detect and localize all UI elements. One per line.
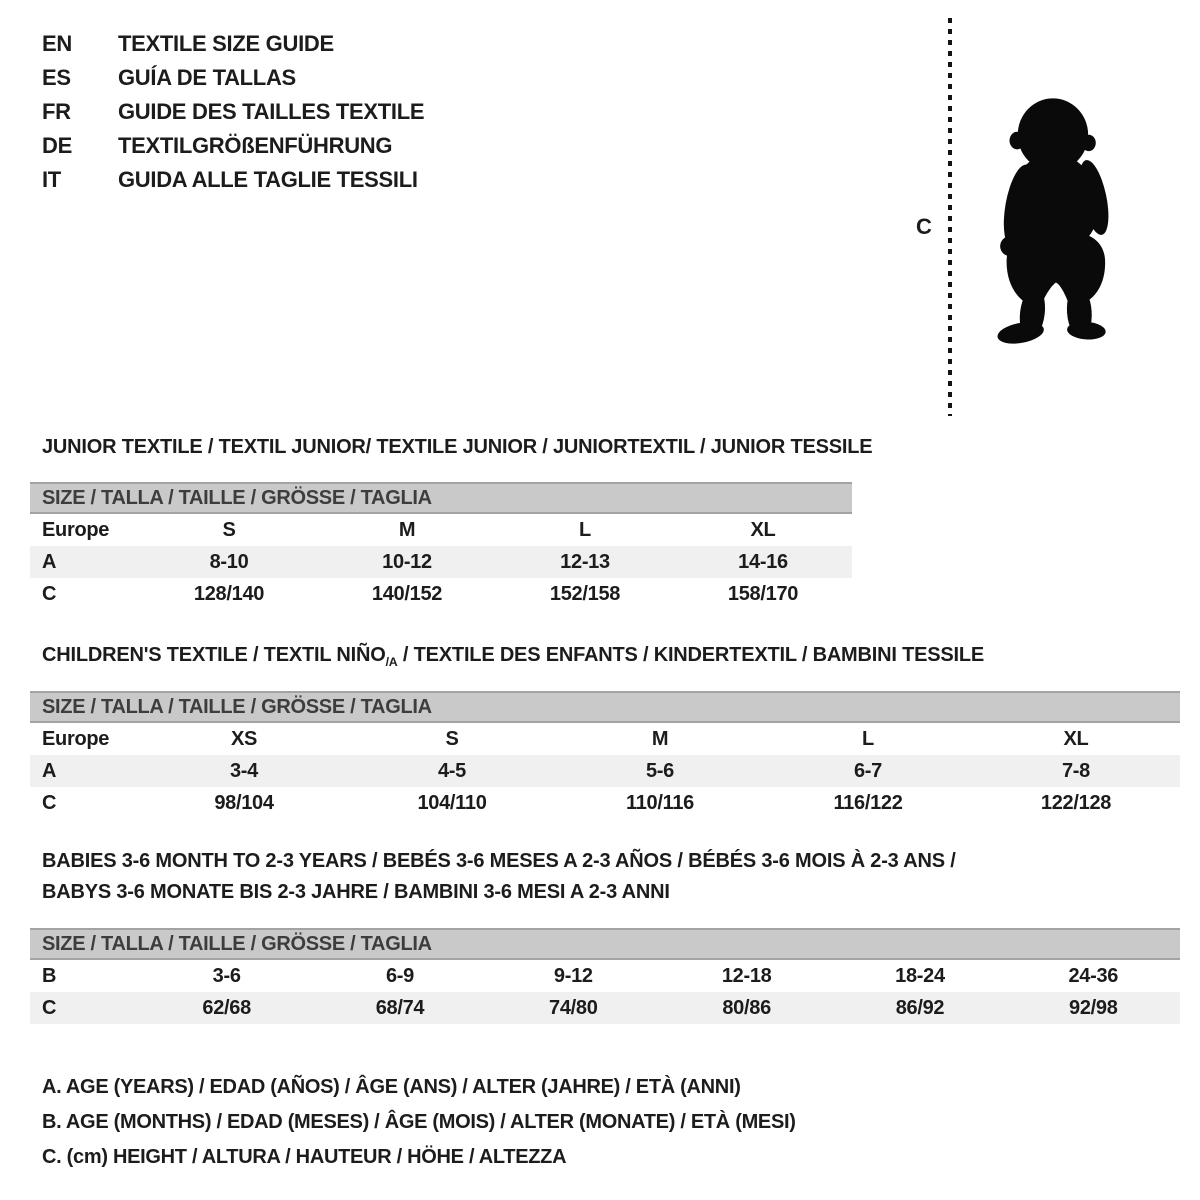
table-row-height — [30, 992, 1180, 1024]
size-cell: L — [579, 518, 591, 541]
months-cell: 6-9 — [385, 964, 414, 987]
height-cell: 68/74 — [375, 996, 425, 1019]
age-cell: 8-10 — [209, 550, 249, 573]
language-row-fr — [42, 95, 424, 129]
babies-title-line1: BABIES 3-6 MONTH TO 2-3 YEARS / BEBÉS 3-6 MESES A 2-3 AÑOS / BÉBÉS 3-6 MOIS À 2-3 ANS / — [42, 850, 956, 872]
size-header-bar: SIZE / TALLA / TAILLE / GRÖSSE / TAGLIA — [30, 928, 1180, 960]
junior-section-title: JUNIOR TEXTILE / TEXTIL JUNIOR/ TEXTILE JUNIOR / JUNIORTEXTIL / JUNIOR TESSILE — [42, 436, 873, 458]
height-cell: 122/128 — [1040, 791, 1112, 814]
height-cell: 140/152 — [371, 582, 443, 605]
language-row-de — [42, 129, 424, 163]
legend-line-c: C. (cm) HEIGHT / ALTURA / HAUTEUR / HÖHE / ALTEZZA — [42, 1146, 567, 1168]
language-row-en — [42, 27, 424, 61]
language-title: TEXTILGRÖßENFÜHRUNG — [118, 133, 393, 158]
row-label: C — [42, 996, 57, 1019]
row-label: C — [42, 582, 57, 605]
language-title: GUIDE DES TAILLES TEXTILE — [118, 99, 425, 124]
age-cell: 4-5 — [437, 759, 466, 782]
table-row-europe — [30, 514, 852, 546]
height-cell: 62/68 — [202, 996, 251, 1019]
size-cell: XS — [230, 727, 258, 750]
language-code: ES — [42, 65, 71, 90]
row-label: C — [42, 791, 57, 814]
age-cell: 6-7 — [853, 759, 882, 782]
language-title-list — [42, 27, 424, 197]
children-size-table — [30, 691, 1180, 819]
table-row-age — [30, 755, 1180, 787]
table-row-height — [30, 578, 852, 610]
children-section-title — [42, 644, 984, 669]
language-row-it — [42, 163, 424, 197]
legend-block — [42, 1070, 796, 1175]
size-cell: XL — [1063, 727, 1089, 750]
table-row-months — [30, 960, 1180, 992]
months-cell: 24-36 — [1068, 964, 1119, 987]
height-cell: 116/122 — [833, 791, 903, 814]
language-code: IT — [42, 167, 61, 192]
size-header-bar: SIZE / TALLA / TAILLE / GRÖSSE / TAGLIA — [30, 482, 852, 514]
age-cell: 7-8 — [1061, 759, 1090, 782]
toddler-silhouette-icon — [962, 16, 1138, 420]
age-cell: 14-16 — [738, 550, 788, 573]
row-label: B — [42, 964, 57, 987]
children-title-subscript: /A — [385, 655, 398, 669]
language-code: EN — [42, 31, 72, 56]
height-cell: 98/104 — [214, 791, 274, 814]
height-cell: 86/92 — [895, 996, 945, 1019]
months-cell: 12-18 — [721, 964, 772, 987]
height-cell: 158/170 — [727, 582, 799, 605]
age-cell: 5-6 — [645, 759, 674, 782]
row-label: A — [42, 550, 57, 573]
row-label: Europe — [42, 727, 110, 750]
size-cell: L — [862, 727, 874, 750]
height-cell: 128/140 — [193, 582, 265, 605]
junior-size-table — [30, 482, 852, 610]
children-title-pre: CHILDREN'S TEXTILE / TEXTIL NIÑO — [42, 644, 386, 666]
size-header-bar: SIZE / TALLA / TAILLE / GRÖSSE / TAGLIA — [30, 691, 1180, 723]
height-cell: 92/98 — [1069, 996, 1118, 1019]
language-code: DE — [42, 133, 72, 158]
size-cell: M — [651, 727, 669, 750]
size-cell: S — [445, 727, 459, 750]
legend-line-a: A. AGE (YEARS) / EDAD (AÑOS) / ÂGE (ANS) / ALTER (JAHRE) / ETÀ (ANNI) — [42, 1076, 741, 1098]
size-cell: S — [222, 518, 236, 541]
months-cell: 18-24 — [895, 964, 945, 987]
language-title: GUIDA ALLE TAGLIE TESSILI — [118, 167, 418, 192]
babies-section-title — [42, 846, 956, 908]
row-label: Europe — [42, 518, 110, 541]
age-cell: 12-13 — [560, 550, 610, 573]
babies-size-table — [30, 928, 1180, 1024]
row-label: A — [42, 759, 57, 782]
height-cell: 110/116 — [626, 791, 694, 814]
language-code: FR — [42, 99, 71, 124]
height-measure-dashed-line — [948, 18, 952, 416]
height-cell: 152/158 — [549, 582, 621, 605]
table-row-height — [30, 787, 1180, 819]
height-cell: 74/80 — [549, 996, 598, 1019]
height-label-c: C — [916, 214, 932, 239]
legend-line-b: B. AGE (MONTHS) / EDAD (MESES) / ÂGE (MOIS) / ALTER (MONATE) / ETÀ (MESI) — [42, 1111, 796, 1133]
table-row-europe — [30, 723, 1180, 755]
size-cell: XL — [750, 518, 776, 541]
height-cell: 104/110 — [417, 791, 487, 814]
table-row-age — [30, 546, 852, 578]
height-cell: 80/86 — [722, 996, 771, 1019]
months-cell: 3-6 — [212, 964, 241, 987]
language-row-es — [42, 61, 424, 95]
language-title: TEXTILE SIZE GUIDE — [118, 31, 334, 56]
language-title: GUÍA DE TALLAS — [118, 65, 296, 90]
months-cell: 9-12 — [553, 964, 593, 987]
age-cell: 10-12 — [382, 550, 432, 573]
babies-title-line2: BABYS 3-6 MONATE BIS 2-3 JAHRE / BAMBINI 3-6 MESI A 2-3 ANNI — [42, 881, 670, 903]
children-title-post: / TEXTILE DES ENFANTS / KINDERTEXTIL / BAMBINI TESSILE — [397, 644, 985, 666]
age-cell: 3-4 — [229, 759, 258, 782]
size-cell: M — [398, 518, 416, 541]
